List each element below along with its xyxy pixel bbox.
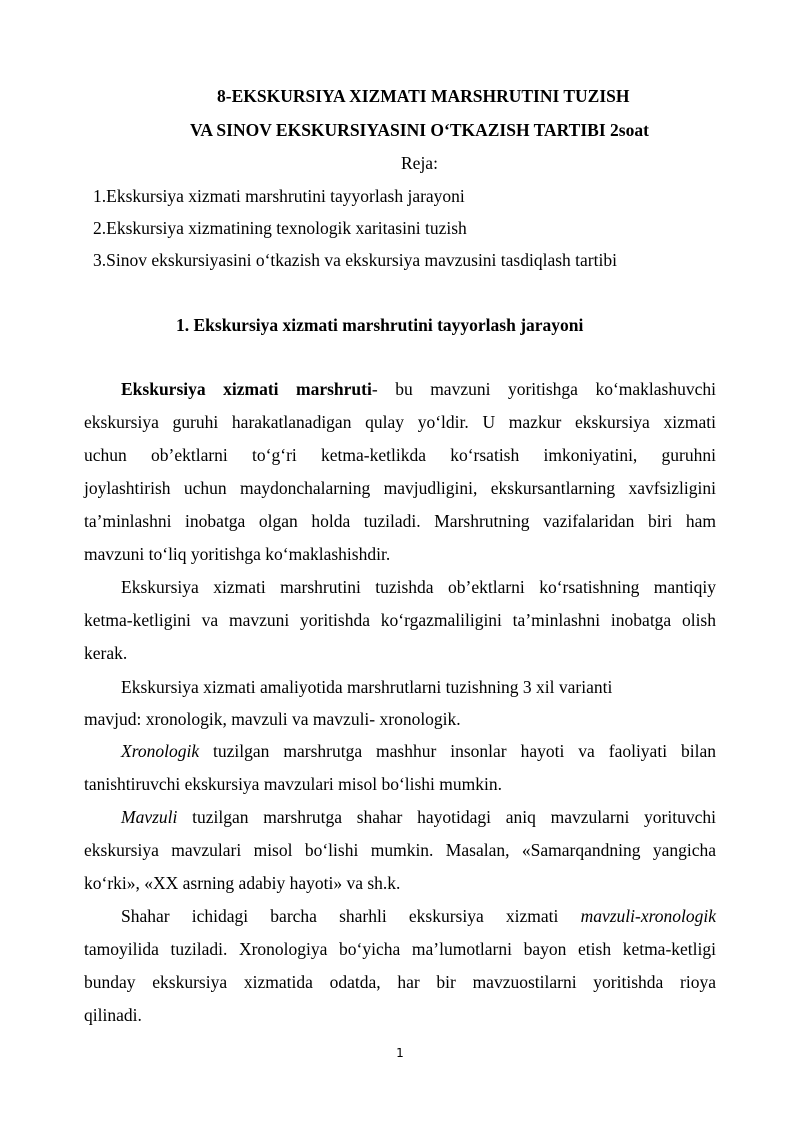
p6-line-3: bunday ekskursiya xizmatida odatda, har bir mavzuostilarni yoritishda rioya	[84, 972, 716, 992]
plan-item-2: 2.Ekskursiya xizmatining texnologik xaritasini tuzish	[93, 218, 467, 238]
p5-line-1	[121, 806, 716, 828]
p4-line-1	[121, 740, 716, 762]
plan-item-3: 3.Sinov ekskursiyasini o‘tkazish va ekskursiya mavzusini tasdiqlash tartibi	[93, 250, 617, 270]
p1-line-5: ta’minlashni inobatga olgan holda tuziladi. Marshrutning vazifalaridan biri ham	[84, 511, 716, 531]
title-line-1: 8-EKSKURSIYA XIZMATI MARSHRUTINI TUZISH	[217, 86, 630, 106]
p5-term: Mavzuli	[121, 807, 178, 827]
p1-line-3: uchun ob’ektlarni to‘g‘ri ketma-ketlikda ko‘rsatish imkoniyatini, guruhni	[84, 445, 716, 465]
p6-line-1	[121, 905, 716, 927]
p6-term: mavzuli-xronologik	[580, 906, 716, 926]
p2-line-1: Ekskursiya xizmati marshrutini tuzishda ob’ektlarni ko‘rsatishning mantiqiy	[121, 577, 716, 597]
p5-line-1-rest: tuzilgan marshrutga shahar hayotidagi aniq mavzularni yorituvchi	[177, 807, 716, 827]
p5-line-2: ekskursiya mavzulari misol bo‘lishi mumkin. Masalan, «Samarqandning yangicha	[84, 840, 716, 860]
plan-item-1: 1.Ekskursiya xizmati marshrutini tayyorlash jarayoni	[93, 186, 465, 206]
section-heading: 1. Ekskursiya xizmati marshrutini tayyorlash jarayoni	[176, 315, 584, 335]
p6-line-1-start: Shahar ichidagi barcha sharhli ekskursiya xizmati	[121, 906, 581, 926]
p1-line-4: joylashtirish uchun maydonchalarning mavjudligini, ekskursantlarning xavfsizligini	[84, 478, 716, 498]
p1-line-6: mavzuni to‘liq yoritishga ko‘maklashishdir.	[84, 544, 391, 564]
p5-line-3: ko‘rki», «XX asrning adabiy hayoti» va sh.k.	[84, 873, 401, 893]
p1-line-1-rest: - bu mavzuni yoritishga ko‘maklashuvchi	[371, 379, 716, 399]
title-line-2: VA SINOV EKSKURSIYASINI O‘TKAZISH TARTIBI 2soat	[190, 120, 649, 140]
p6-line-4: qilinadi.	[84, 1005, 142, 1025]
p1-line-2: ekskursiya guruhi harakatlanadigan qulay yo‘ldir. U mazkur ekskursiya xizmati	[84, 412, 716, 432]
p1-line-1	[121, 378, 716, 400]
p4-line-1-rest: tuzilgan marshrutga mashhur insonlar hayoti va faoliyati bilan	[199, 741, 716, 761]
p2-line-3: kerak.	[84, 643, 128, 663]
plan-label: Reja:	[401, 153, 438, 173]
p3-line-2: mavjud: xronologik, mavzuli va mavzuli- xronologik.	[84, 709, 461, 729]
p4-line-2: tanishtiruvchi ekskursiya mavzulari misol bo‘lishi mumkin.	[84, 774, 503, 794]
p2-line-2: ketma-ketligini va mavzuni yoritishda ko‘rgazmaliligini ta’minlashni inobatga olish	[84, 610, 716, 630]
p3-line-1: Ekskursiya xizmati amaliyotida marshrutlarni tuzishning 3 xil varianti	[121, 677, 613, 697]
p4-term: Xronologik	[121, 741, 200, 761]
page-number: 1	[396, 1046, 404, 1060]
p1-term: Ekskursiya xizmati marshruti	[121, 379, 372, 399]
p6-line-2: tamoyilida tuziladi. Xronologiya bo‘yicha ma’lumotlarni bayon etish ketma-ketligi	[84, 939, 716, 959]
